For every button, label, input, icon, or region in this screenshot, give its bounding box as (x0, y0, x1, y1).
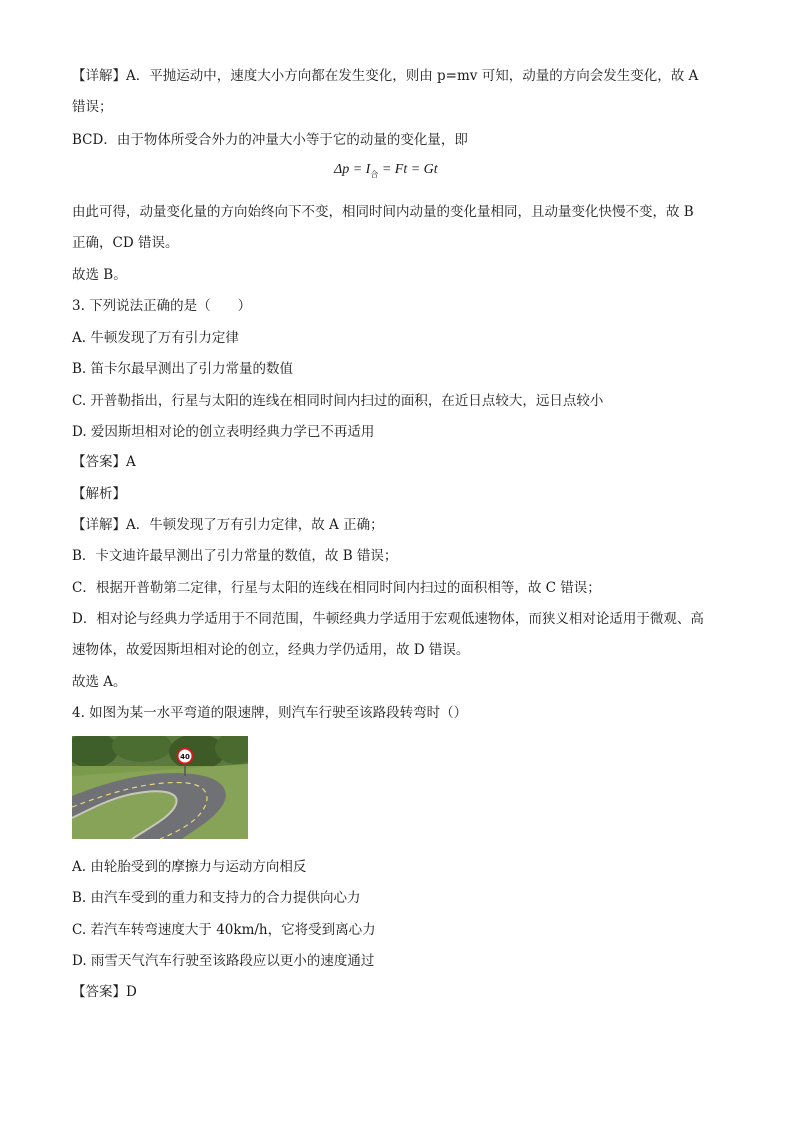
text-line: 由此可得，动量变化量的方向始终向下不变，相同时间内动量的变化量相同，且动量变化快慢不变，故 B (72, 204, 694, 220)
formula-rhs: = Ft = Gt (378, 162, 438, 177)
option-a: A. 牛顿发现了万有引力定律 (72, 330, 239, 346)
option-d: D. 雨雪天气汽车行驶至该路段应以更小的速度通过 (72, 953, 375, 969)
option-b: B. 由汽车受到的重力和支持力的合力提供向心力 (72, 890, 361, 906)
text-line: 故选 B。 (72, 267, 127, 283)
text-line: 故选 A。 (72, 674, 127, 690)
text-line: BCD．由于物体所受合外力的冲量大小等于它的动量的变化量，即 (72, 132, 468, 148)
text-line: 正确，CD 错误。 (72, 235, 179, 251)
option-b: B. 笛卡尔最早测出了引力常量的数值 (72, 361, 294, 377)
analysis-label: 【解析】 (72, 486, 126, 502)
text-line: B．卡文迪许最早测出了引力常量的数值，故 B 错误； (72, 548, 398, 564)
question-3-stem: 3. 下列说法正确的是（ ） (72, 298, 252, 314)
formula-lhs: Δp = I (334, 162, 371, 177)
text-line: C．根据开普勒第二定律，行星与太阳的连线在相同时间内扫过的面积相等，故 C 错误； (72, 580, 601, 596)
speed-limit-sign: 40 (180, 753, 190, 761)
option-c: C. 开普勒指出，行星与太阳的连线在相同时间内扫过的面积，在近日点较大，远日点较小 (72, 393, 604, 409)
answer-label: 【答案】A (72, 454, 136, 470)
answer-label: 【答案】D (72, 984, 137, 1000)
text-line: D．相对论与经典力学适用于不同范围，牛顿经典力学适用于宏观低速物体，而狭义相对论适用于微观、高 (72, 611, 704, 627)
option-d: D. 爱因斯坦相对论的创立表明经典力学已不再适用 (72, 424, 375, 440)
option-c: C. 若汽车转弯速度大于 40km/h，它将受到离心力 (72, 922, 376, 938)
question-4-stem: 4. 如图为某一水平弯道的限速牌，则汽车行驶至该路段转弯时（） (72, 705, 468, 721)
curved-road-photo (72, 736, 248, 839)
text-line: 错误； (72, 99, 113, 115)
option-a: A. 由轮胎受到的摩擦力与运动方向相反 (72, 859, 307, 875)
formula-subscript: 合 (370, 169, 379, 179)
momentum-formula (334, 162, 438, 180)
text-line: 【详解】A．平抛运动中，速度大小方向都在发生变化，则由 p=mv 可知，动量的方向会发生变化，故 A (72, 68, 699, 84)
text-line: 【详解】A．牛顿发现了万有引力定律，故 A 正确； (72, 517, 384, 533)
text-line: 速物体，故爱因斯坦相对论的创立，经典力学仍适用，故 D 错误。 (72, 642, 470, 658)
